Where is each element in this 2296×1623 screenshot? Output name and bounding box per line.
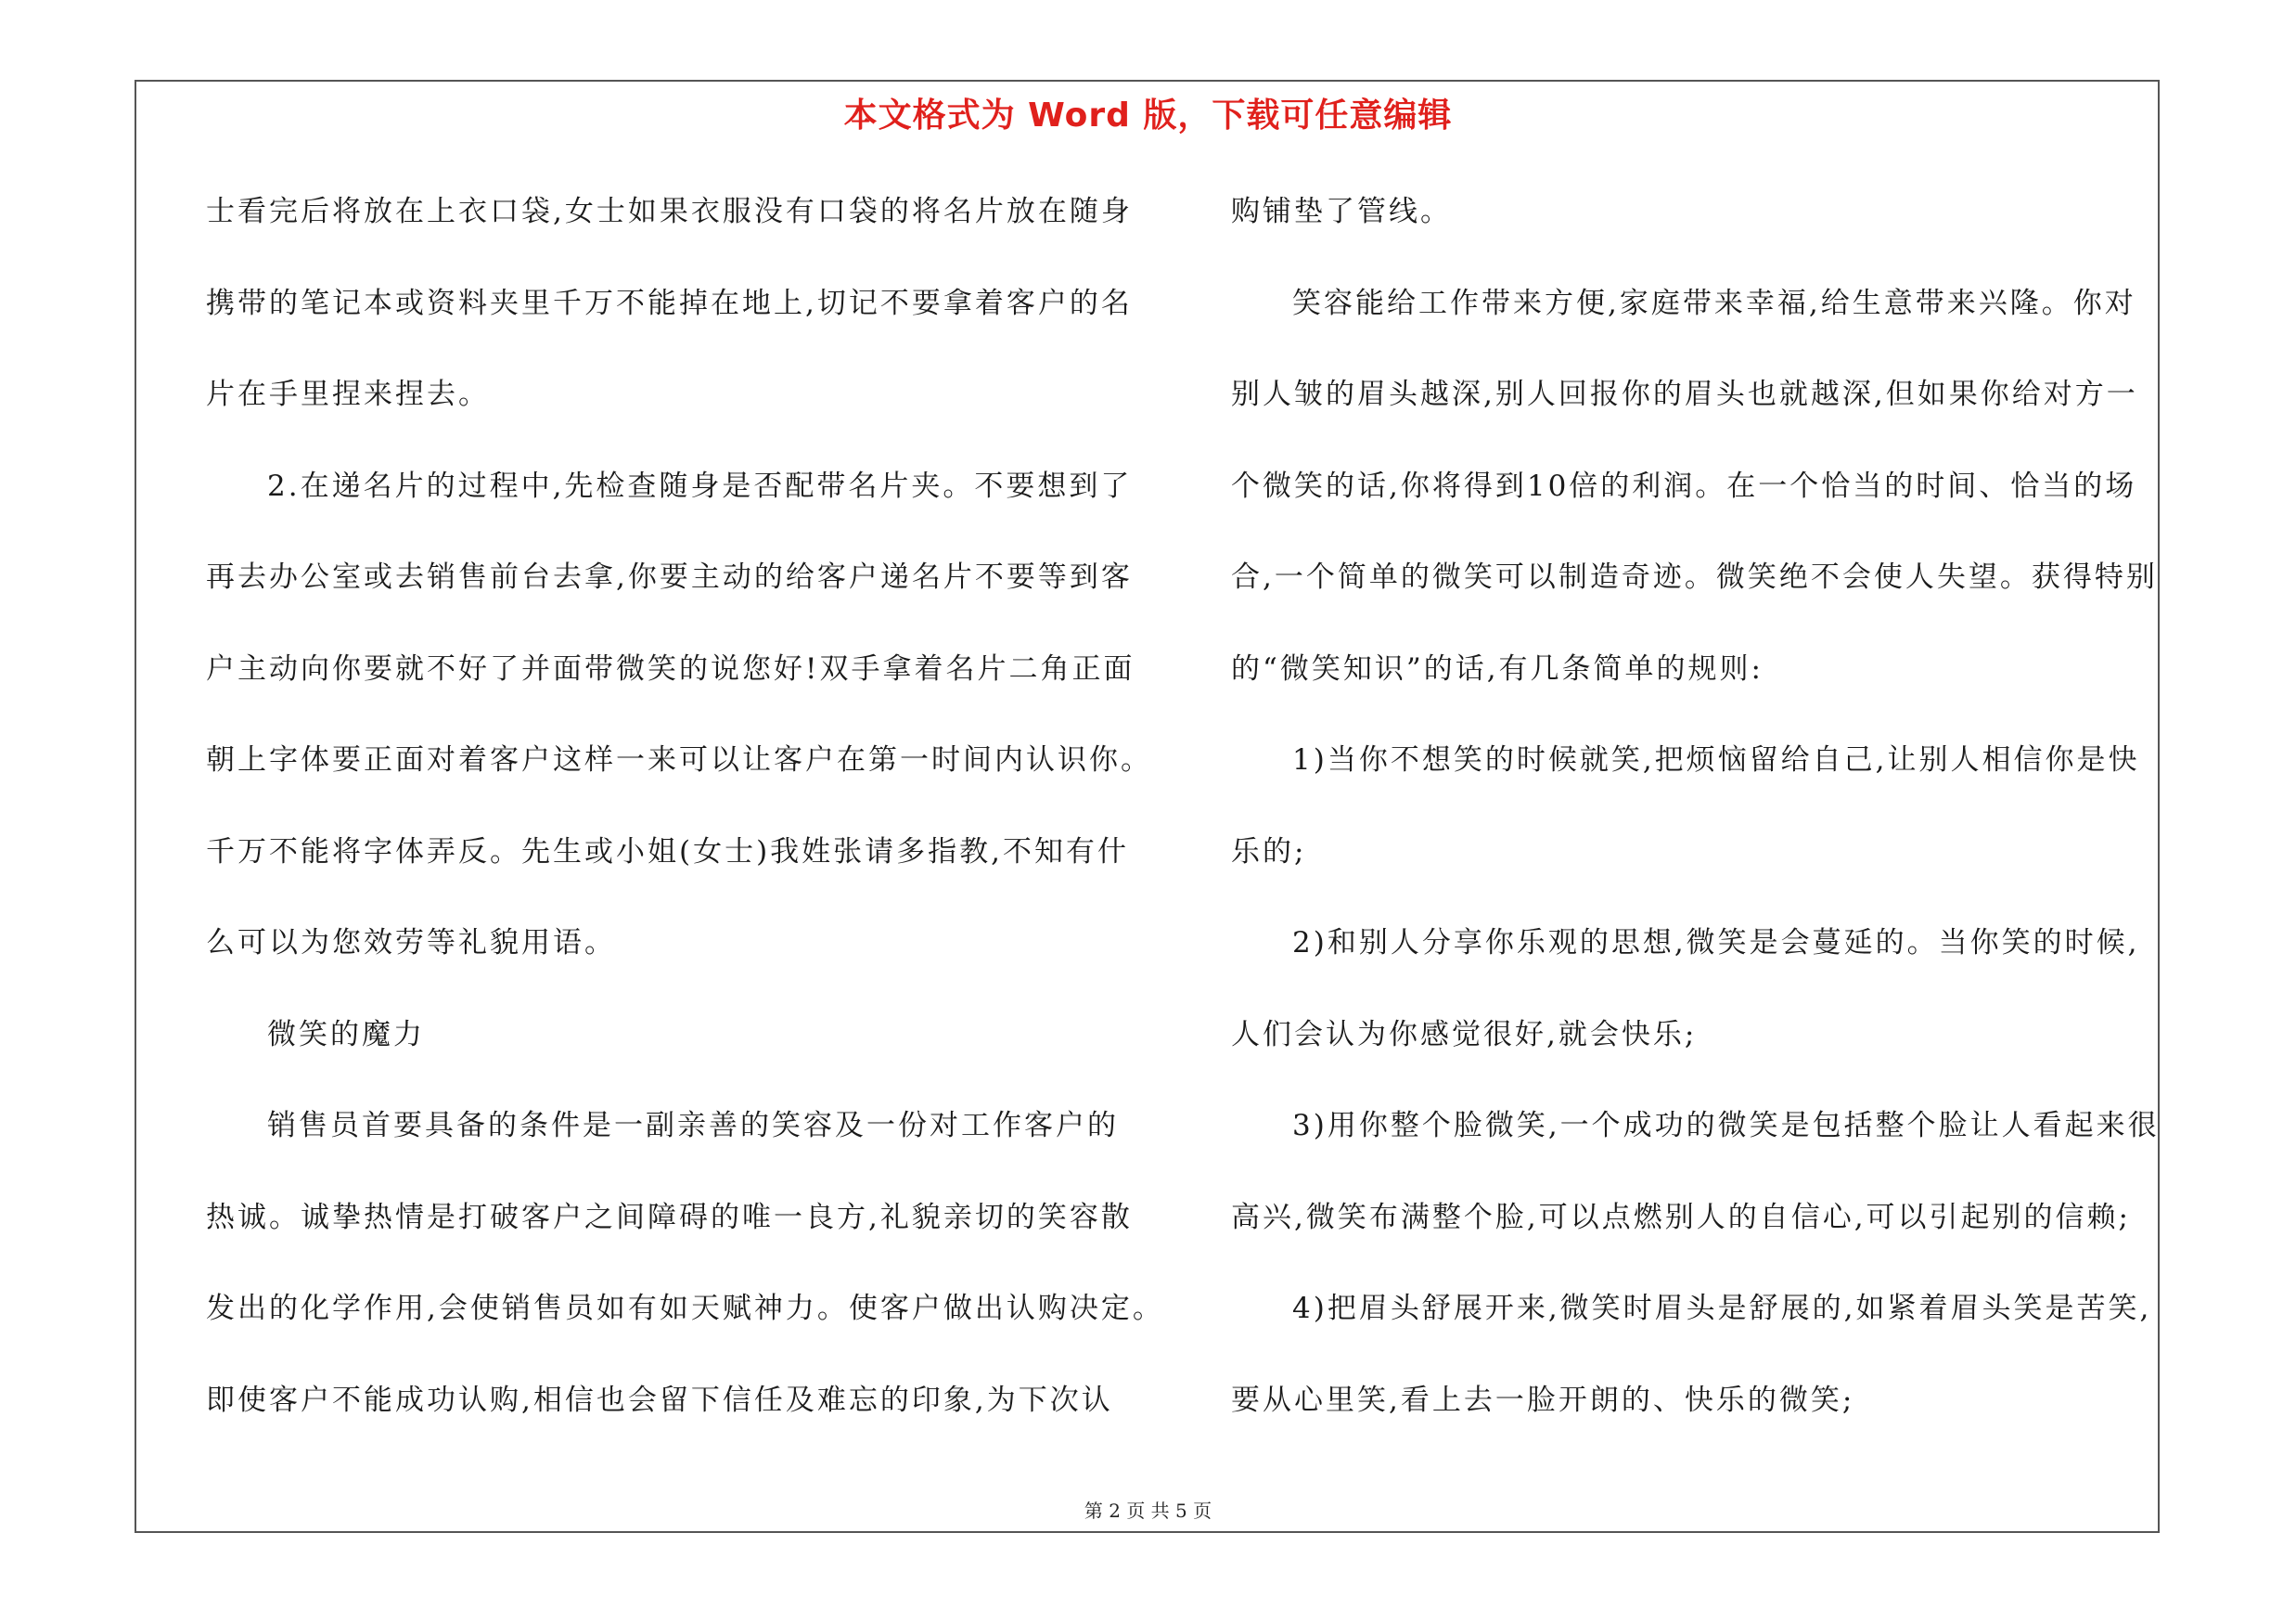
text-line: 要从心里笑,看上去一脸开朗的、快乐的微笑; [1231, 1383, 1855, 1417]
text-line: 的“微笑知识”的话,有几条简单的规则: [1231, 651, 1764, 686]
text-line: 高兴,微笑布满整个脸,可以点燃别人的自信心,可以引起别的信赖; [1231, 1200, 2132, 1234]
text-line: 4)把眉头舒展开来,微笑时眉头是舒展的,如紧着眉头笑是苦笑, [1292, 1292, 2152, 1325]
text-line: 个微笑的话,你将得到10倍的利润。在一个恰当的时间、恰当的场 [1231, 469, 2137, 503]
text-line: 即使客户不能成功认购,相信也会留下信任及难忘的印象,为下次认 [206, 1383, 1113, 1417]
text-line: 别人皱的眉头越深,别人回报你的眉头也就越深,但如果你给对方一 [1231, 378, 2138, 411]
text-line: 购铺垫了管线。 [1231, 195, 1452, 228]
text-line: 3)用你整个脸微笑,一个成功的微笑是包括整个脸让人看起来很 [1292, 1109, 2160, 1142]
text-line: 再去办公室或去销售前台去拿,你要主动的给客户递名片不要等到客 [206, 560, 1133, 594]
text-line: 千万不能将字体弄反。先生或小姐(女士)我姓张请多指教,不知有什 [206, 834, 1130, 869]
text-line: 合,一个简单的微笑可以制造奇迹。微笑绝不会使人失望。获得特别 [1231, 560, 2158, 594]
text-line: 2.在递名片的过程中,先检查随身是否配带名片夹。不要想到了 [267, 469, 1133, 503]
text-line: 热诚。诚挚热情是打破客户之间障碍的唯一良方,礼貌亲切的笑容散 [206, 1200, 1133, 1234]
text-line: 乐的; [1231, 834, 1307, 869]
text-line: 发出的化学作用,会使销售员如有如天赋神力。使客户做出认购决定。 [206, 1292, 1164, 1325]
text-line: 士看完后将放在上衣口袋,女士如果衣服没有口袋的将名片放在随身 [206, 195, 1133, 228]
text-line: 么可以为您效劳等礼貌用语。 [206, 926, 616, 960]
page-footer: 第 2 页 共 5 页 [1084, 1500, 1212, 1522]
text-line: 户主动向你要就不好了并面带微笑的说您好!双手拿着名片二角正面 [206, 651, 1135, 686]
left-column [206, 181, 1164, 1461]
text-line: 销售员首要具备的条件是一副亲善的笑容及一份对工作客户的 [267, 1109, 1119, 1142]
text-line: 1)当你不想笑的时候就笑,把烦恼留给自己,让别人相信你是快 [1292, 743, 2140, 777]
section-heading: 微笑的魔力 [267, 1017, 425, 1051]
text-line: 2)和别人分享你乐观的思想,微笑是会蔓延的。当你笑的时候, [1292, 926, 2140, 960]
right-column [1231, 181, 2159, 1461]
text-line: 携带的笔记本或资料夹里千万不能掉在地上,切记不要拿着客户的名 [206, 286, 1133, 320]
text-line: 笑容能给工作带来方便,家庭带来幸福,给生意带来兴隆。你对 [1292, 286, 2136, 320]
text-line: 片在手里捏来捏去。 [206, 378, 490, 411]
text-line: 朝上字体要正面对着客户这样一来可以让客户在第一时间内认识你。 [206, 743, 1152, 777]
text-line: 人们会认为你感觉很好,就会快乐; [1231, 1017, 1698, 1051]
header-banner: 本文格式为 Word 版，下载可任意编辑 [843, 97, 1453, 135]
